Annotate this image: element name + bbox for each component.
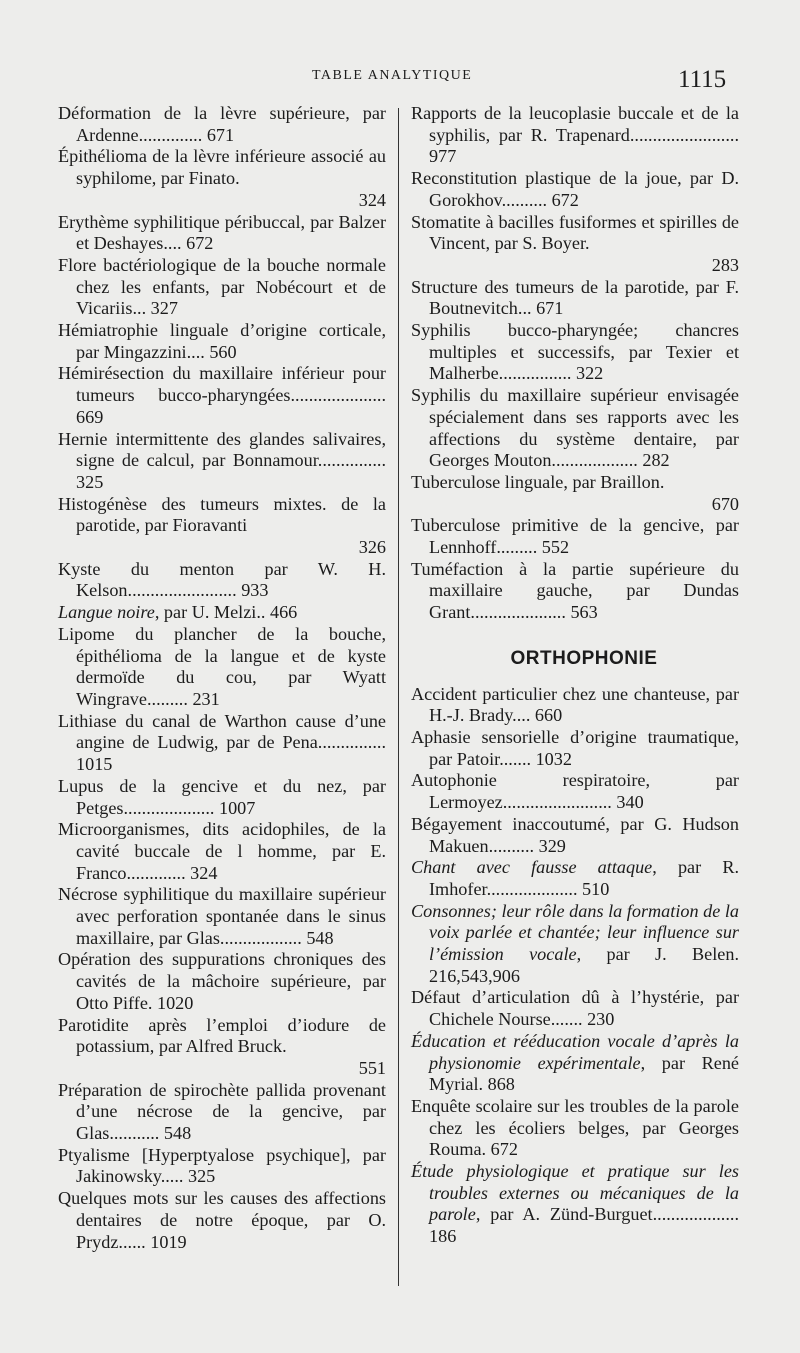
index-entry-text: Hémiatrophie linguale d’origine corticale, par Mingazzini.... 560 bbox=[58, 320, 386, 362]
index-entry bbox=[58, 363, 386, 428]
index-entry bbox=[58, 1145, 386, 1188]
index-entry-text: Lupus de la gencive et du nez, par Petges.................... 1007 bbox=[58, 775, 386, 818]
index-entry bbox=[58, 624, 386, 711]
index-entry bbox=[411, 987, 739, 1030]
index-entry bbox=[58, 429, 386, 494]
index-entry-text: Flore bactériologique de la bouche normale chez les enfants, par Nobécourt et de Vicariis... 327 bbox=[58, 254, 386, 319]
index-entry bbox=[58, 1188, 386, 1253]
running-title: TABLE ANALYTIQUE bbox=[312, 68, 473, 83]
index-entry bbox=[411, 684, 739, 727]
index-entry-text: Quelques mots sur les causes des affections dentaires de notre époque, par O. Prydz...... 1019 bbox=[58, 1188, 386, 1252]
index-entry bbox=[58, 1015, 386, 1080]
index-entry bbox=[58, 255, 386, 320]
index-entry-page: 324 bbox=[358, 189, 386, 210]
index-entry bbox=[411, 168, 739, 211]
index-entry-text: Syphilis du maxillaire supérieur envisagée spécialement dans ses rapports avec les affections du système dentaire, par Georges Mouton................... 282 bbox=[411, 385, 739, 471]
index-entry bbox=[411, 559, 739, 624]
index-entry-text: Hernie intermittente des glandes salivaires, signe de calcul, par Bonnamour............... 325 bbox=[58, 428, 386, 492]
index-entry-text: Accident particulier chez une chanteuse, par H.-J. Brady.... 660 bbox=[411, 683, 739, 726]
index-entry bbox=[58, 949, 386, 1014]
index-entry-text: Tuberculose linguale, par Braillon. bbox=[411, 471, 665, 492]
right-column bbox=[411, 103, 739, 1248]
index-entry-page: 670 bbox=[711, 493, 739, 514]
index-entry-text: Défaut d’articulation dû à l’hystérie, par Chichele Nourse....... 230 bbox=[411, 987, 739, 1030]
index-entry bbox=[58, 103, 386, 146]
index-entry bbox=[58, 494, 386, 559]
index-entry-text: Stomatite à bacilles fusiformes et spirilles de Vincent, par S. Boyer. bbox=[411, 211, 739, 254]
index-entry bbox=[411, 1031, 739, 1096]
index-entry-text: Bégayement inaccoutumé, par G. Hudson Makuen.......... 329 bbox=[411, 813, 739, 856]
index-entry bbox=[411, 727, 739, 770]
index-entry bbox=[58, 602, 386, 624]
index-entry-text: Langue noire, par U. Melzi.. 466 bbox=[58, 602, 298, 623]
index-entry-text: Parotidite après l’emploi d’iodure de potassium, par Alfred Bruck. bbox=[58, 1014, 386, 1057]
index-entry bbox=[411, 277, 739, 320]
index-entry-text: Reconstitution plastique de la joue, par D. Gorokhov.......... 672 bbox=[411, 168, 739, 210]
index-entry-text: Déformation de la lèvre supérieure, par Ardenne.............. 671 bbox=[58, 103, 386, 145]
index-entry-text: Consonnes; leur rôle dans la formation de la voix parlée et chantée; leur influence sur l’émission vocale, par J. Belen. 216,543,906 bbox=[411, 900, 739, 986]
index-entry-text: Aphasie sensorielle d’origine traumatique, par Patoir....... 1032 bbox=[411, 726, 739, 769]
index-entry-text: Tuberculose primitive de la gencive, par Lennhoff......... 552 bbox=[411, 515, 739, 558]
index-entry-text: Microorganismes, dits acidophiles, de la cavité buccale de l homme, par E. Franco............. 324 bbox=[58, 819, 386, 883]
index-entry-text: Nécrose syphilitique du maxillaire supérieur avec perforation spontanée dans le sinus maxillaire, par Glas.................. 548 bbox=[58, 884, 386, 948]
index-entry-page: 326 bbox=[358, 537, 386, 558]
index-entry bbox=[58, 559, 386, 602]
left-column bbox=[58, 103, 386, 1253]
index-entry bbox=[58, 776, 386, 819]
page-number: 1115 bbox=[678, 66, 727, 93]
index-entry bbox=[411, 212, 739, 277]
index-entry-text: Ptyalisme [Hyperptyalose psychique], par Jakinowsky..... 325 bbox=[58, 1144, 386, 1187]
index-entry-page: 551 bbox=[358, 1057, 386, 1078]
right-entries bbox=[411, 103, 739, 624]
index-entry bbox=[411, 472, 739, 515]
index-entry-text: Rapports de la leucoplasie buccale et de la syphilis, par R. Trapenard........................ 977 bbox=[411, 103, 739, 167]
index-entry bbox=[58, 146, 386, 211]
index-entry bbox=[411, 1096, 739, 1161]
index-entry bbox=[411, 857, 739, 900]
index-entry bbox=[411, 515, 739, 558]
index-entry-text: Épithélioma de la lèvre inférieure associé au syphilome, par Finato. bbox=[58, 146, 386, 189]
index-entry-text: Éducation et rééducation vocale d’après la physionomie expérimentale, par René Myrial. 868 bbox=[411, 1030, 740, 1095]
index-entry-text: Opération des suppurations chroniques des cavités de la mâchoire supérieure, par Otto Piffe. 1020 bbox=[58, 949, 386, 1013]
index-entry-text: Enquête scolaire sur les troubles de la parole chez les écoliers belges, par Georges Rouma. 672 bbox=[411, 1095, 739, 1160]
index-entry-page: 283 bbox=[711, 254, 739, 275]
index-entry-text: Hémirésection du maxillaire inférieur pour tumeurs bucco-pharyngées..................... 669 bbox=[58, 363, 386, 427]
index-entry-text: Syphilis bucco-pharyngée; chancres multiples et successifs, par Texier et Malherbe................ 322 bbox=[411, 320, 739, 384]
index-entry-text: Étude physiologique et pratique sur les troubles externes ou mécaniques de la parole, par A. Zünd-Burguet................... 186 bbox=[411, 1161, 739, 1247]
index-entry-text: Lithiase du canal de Warthon cause d’une angine de Ludwig, par de Pena............... 1015 bbox=[58, 710, 386, 775]
index-entry-text: Chant avec fausse attaque, par R. Imhofer.................... 510 bbox=[411, 857, 739, 899]
index-entry bbox=[411, 770, 739, 813]
index-entry bbox=[58, 212, 386, 255]
section-heading-orthophonie: ORTHOPHONIE bbox=[510, 647, 658, 669]
index-entry bbox=[58, 320, 386, 363]
index-entry-text: Tuméfaction à la partie supérieure du maxillaire gauche, par Dundas Grant..................... 563 bbox=[411, 558, 739, 623]
index-entry-text: Erythème syphilitique péribuccal, par Balzer et Deshayes.... 672 bbox=[58, 211, 386, 254]
column-divider bbox=[398, 108, 399, 1286]
index-entry-text: Autophonie respiratoire, par Lermoyez........................ 340 bbox=[411, 770, 739, 813]
index-entry bbox=[411, 901, 739, 988]
orthophonie-entries bbox=[411, 684, 739, 1248]
index-entry bbox=[411, 385, 739, 472]
index-entry-text: Structure des tumeurs de la parotide, par F. Boutnevitch... 671 bbox=[411, 276, 739, 319]
index-entry bbox=[411, 103, 739, 168]
index-entry-text: Préparation de spirochète pallida provenant d’une nécrose de la gencive, par Glas........... 548 bbox=[58, 1079, 386, 1144]
index-entry bbox=[58, 819, 386, 884]
index-entry bbox=[411, 320, 739, 385]
page-header bbox=[0, 60, 800, 100]
index-entry bbox=[58, 1080, 386, 1145]
index-entry bbox=[58, 711, 386, 776]
index-entry bbox=[411, 814, 739, 857]
index-entry bbox=[411, 1161, 739, 1248]
index-entry-text: Lipome du plancher de la bouche, épithélioma de la langue et de kyste dermoïde du cou, par Wyatt Wingrave......... 231 bbox=[58, 623, 386, 709]
index-entry bbox=[58, 884, 386, 949]
index-entry-text: Histogénèse des tumeurs mixtes. de la parotide, par Fioravanti bbox=[58, 493, 386, 536]
index-entry-text: Kyste du menton par W. H. Kelson........................ 933 bbox=[58, 558, 386, 601]
